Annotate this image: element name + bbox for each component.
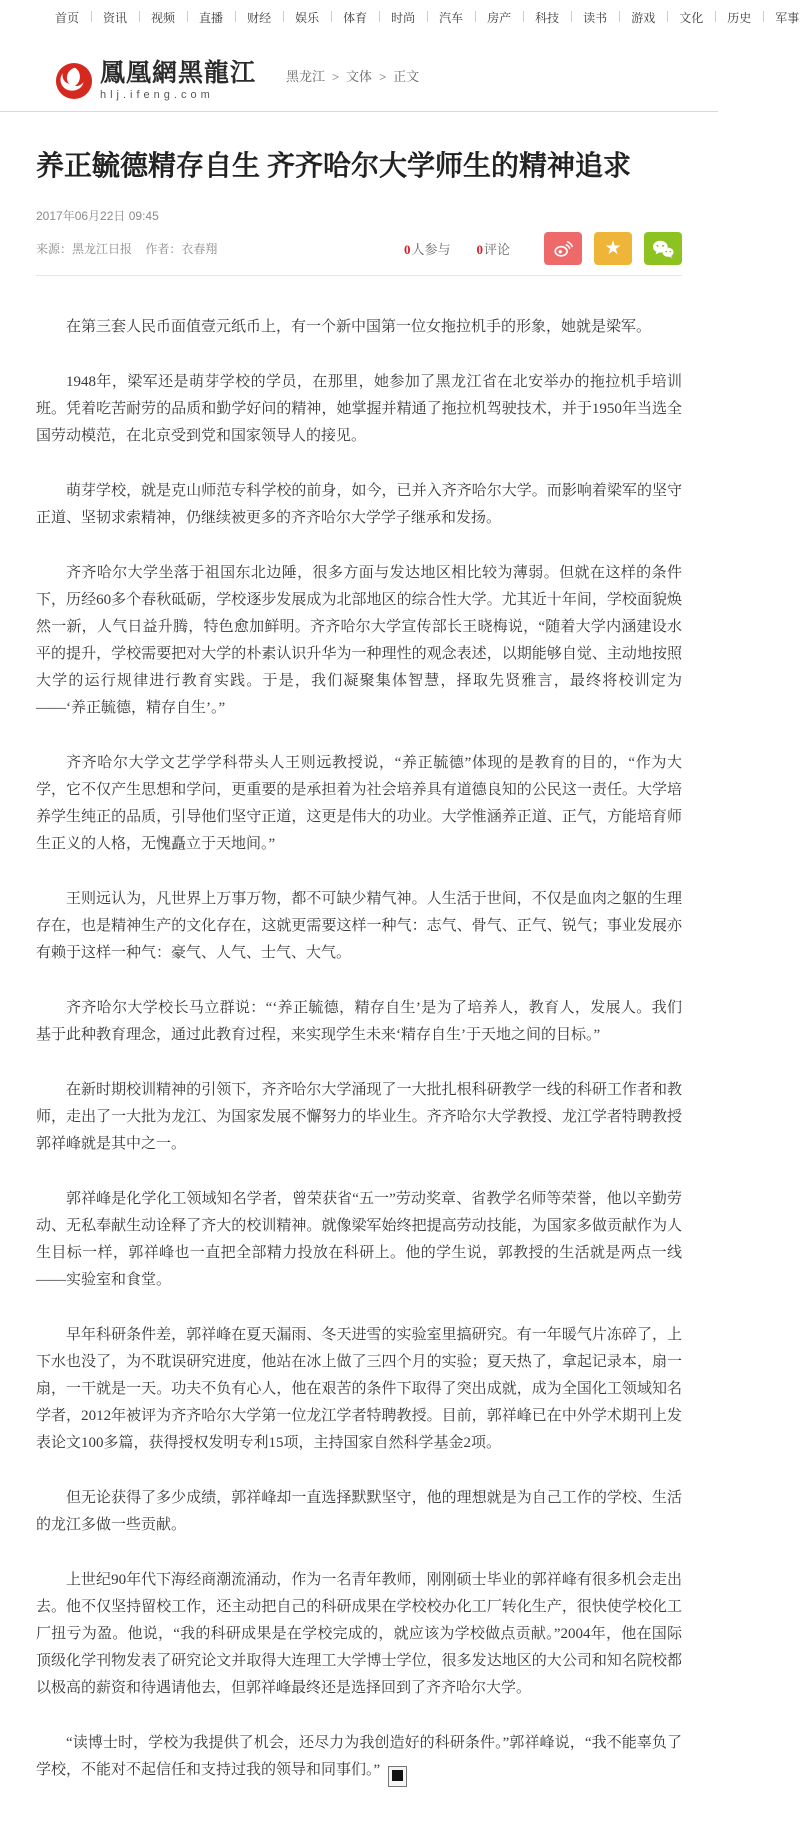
share-buttons: [544, 232, 682, 265]
publish-datetime: 2017年06月22日 09:45: [36, 207, 682, 224]
nav-item-entertainment[interactable]: 娱乐: [283, 9, 331, 26]
comments-count: 0: [476, 242, 483, 257]
logo-text: [100, 60, 256, 101]
author-label: 作者：: [145, 242, 181, 256]
nav-item-tech[interactable]: 科技: [523, 9, 571, 26]
paragraph: 齐齐哈尔大学坐落于祖国东北边陲，很多方面与发达地区相比较为薄弱。但就在这样的条件下，历经60多个春秋砥砺，学校逐步发展成为北部地区的综合性大学。尤其近十年间，学校面貌焕然一新，人气日益升腾，特色愈加鲜明。齐齐哈尔大学宣传部长王晓梅说，“随着大学内涵建设水平的提升，学校需要把对大学的朴素认识升华为一种理性的观念表述，以期能够自觉、主动地按照大学的运行规律进行教育实践。于是，我们凝聚集体智慧，择取先贤雅言，最终将校训定为——‘养正毓德，精存自生’。”: [36, 560, 682, 722]
nav-item-house[interactable]: 房产: [475, 9, 523, 26]
paragraph-text: “读博士时，学校为我提供了机会，还尽力为我创造好的科研条件。”郭祥峰说，“我不能辜负了学校，不能对不起信任和支持过我的领导和同事们。”: [36, 1735, 682, 1778]
paragraph-last: [36, 1730, 682, 1787]
star-icon: ★: [604, 239, 621, 258]
article-body: [36, 314, 682, 1825]
logo-title: 鳳凰網黑龍江: [100, 60, 256, 88]
nav-item-news[interactable]: 资讯: [91, 9, 139, 26]
nav-item-home[interactable]: 首页: [55, 9, 91, 26]
logo-domain: hlj.ifeng.com: [100, 89, 256, 101]
nav-item-games[interactable]: 游戏: [619, 9, 667, 26]
author-name: 衣春翔: [181, 242, 217, 256]
source-line: [36, 240, 217, 257]
source-name: 黑龙江日报: [72, 242, 132, 256]
paragraph: 1948年，梁军还是萌芽学校的学员，在那里，她参加了黑龙江省在北安举办的拖拉机手培训班。凭着吃苦耐劳的品质和勤学好问的精神，她掌握并精通了拖拉机驾驶技术，并于1950年当选全国劳动模范，在北京受到党和国家领导人的接见。: [36, 369, 682, 450]
breadcrumb: [286, 66, 419, 85]
page-title: 养正毓德精存自生 齐齐哈尔大学师生的精神追求: [36, 148, 682, 186]
nav-item-fashion[interactable]: 时尚: [379, 9, 427, 26]
paragraph: 郭祥峰是化学化工领域知名学者，曾荣获省“五一”劳动奖章、省教学名师等荣誉，他以辛勤劳动、无私奉献生动诠释了齐大的校训精神。就像梁军始终把提高劳动技能，为国家多做贡献作为人生目标一样，郭祥峰也一直把全部精力投放在科研上。他的学生说，郭教授的生活就是两点一线——实验室和食堂。: [36, 1186, 682, 1294]
broken-image-icon: [388, 1766, 407, 1787]
article: [0, 148, 718, 1825]
comments-label: 评论: [484, 242, 510, 257]
paragraph: 萌芽学校，就是克山师范专科学校的前身，如今，已并入齐齐哈尔大学。而影响着梁军的坚守正道、坚韧求索精神，仍继续被更多的齐齐哈尔大学学子继承和发扬。: [36, 478, 682, 532]
paragraph: 在新时期校训精神的引领下，齐齐哈尔大学涌现了一大批扎根科研教学一线的科研工作者和教师，走出了一大批为龙江、为国家发展不懈努力的毕业生。齐齐哈尔大学教授、龙江学者特聘教授郭祥峰就是其中之一。: [36, 1077, 682, 1158]
breadcrumb-separator: >: [372, 70, 393, 84]
site-header: [0, 40, 718, 112]
participants-counter[interactable]: [404, 239, 451, 258]
paragraph: 王则远认为，凡世界上万事万物，都不可缺少精气神。人生活于世间，不仅是血肉之躯的生理存在，也是精神生产的文化存在，这就更需要这样一种气：志气、骨气、正气、锐气；事业发展亦有赖于这样一种气：豪气、人气、士气、大气。: [36, 886, 682, 967]
weibo-icon: [552, 238, 574, 260]
wechat-share-button[interactable]: [644, 232, 682, 265]
source-label: 来源：: [36, 242, 72, 256]
site-logo[interactable]: [55, 60, 256, 101]
paragraph: 但无论获得了多少成绩，郭祥峰却一直选择默默坚守，他的理想就是为自己工作的学校、生活的龙江多做一些贡献。: [36, 1485, 682, 1539]
favorite-share-button[interactable]: [594, 232, 632, 265]
comments-counter[interactable]: [476, 239, 510, 258]
phoenix-logo-icon: [55, 62, 93, 100]
nav-item-finance[interactable]: 财经: [235, 9, 283, 26]
article-meta-row: [36, 232, 682, 276]
comment-counters: [404, 239, 510, 258]
nav-item-culture[interactable]: 文化: [667, 9, 715, 26]
breadcrumb-section[interactable]: 文体: [346, 69, 372, 84]
nav-item-video[interactable]: 视频: [139, 9, 187, 26]
weibo-share-button[interactable]: [544, 232, 582, 265]
nav-item-history[interactable]: 历史: [715, 9, 763, 26]
participants-label: 人参与: [411, 242, 450, 257]
wechat-icon: [651, 238, 675, 260]
nav-item-books[interactable]: 读书: [571, 9, 619, 26]
paragraph: 上世纪90年代下海经商潮流涌动，作为一名青年教师，刚刚硕士毕业的郭祥峰有很多机会走出去。他不仅坚持留校工作，还主动把自己的科研成果在学校校办化工厂转化生产，很快使学校化工厂扭亏为盈。他说，“我的科研成果是在学校完成的，就应该为学校做点贡献。”2004年，他在国际顶级化学刊物发表了研究论文并取得大连理工大学博士学位，很多发达地区的大公司和知名院校都以极高的薪资和待遇请他去，但郭祥峰最终还是选择回到了齐齐哈尔大学。: [36, 1567, 682, 1702]
breadcrumb-region[interactable]: 黑龙江: [286, 69, 325, 84]
breadcrumb-current: 正文: [393, 69, 419, 84]
top-nav: [0, 0, 718, 26]
nav-item-sports[interactable]: 体育: [331, 9, 379, 26]
paragraph: 在第三套人民币面值壹元纸币上，有一个新中国第一位女拖拉机手的形象，她就是梁军。: [36, 314, 682, 341]
paragraph: 早年科研条件差，郭祥峰在夏天漏雨、冬天进雪的实验室里搞研究。有一年暖气片冻碎了，上下水也没了，为不耽误研究进度，他站在冰上做了三四个月的实验；夏天热了，拿起记录本，扇一扇，一干就是一天。功夫不负有心人，他在艰苦的条件下取得了突出成就，成为全国化工领域知名学者，2012年被评为齐齐哈尔大学第一位龙江学者特聘教授。目前，郭祥峰已在中外学术期刊上发表论文100多篇，获得授权发明专利15项，主持国家自然科学基金2项。: [36, 1322, 682, 1457]
paragraph: 齐齐哈尔大学校长马立群说：“‘养正毓德，精存自生’是为了培养人，教育人，发展人。我们基于此种教育理念，通过此教育过程，来实现学生未来‘精存自生’于天地之间的目标。”: [36, 995, 682, 1049]
nav-item-live[interactable]: 直播: [187, 9, 235, 26]
nav-item-military[interactable]: 军事: [763, 9, 811, 26]
nav-item-auto[interactable]: 汽车: [427, 9, 475, 26]
breadcrumb-separator: >: [325, 70, 346, 84]
paragraph: 齐齐哈尔大学文艺学学科带头人王则远教授说，“养正毓德”体现的是教育的目的，“作为大学，它不仅产生思想和学问，更重要的是承担着为社会培养具有道德良知的公民这一责任。大学培养学生纯正的品质，引导他们坚守正道，这更是伟大的功业。大学惟涵养正道、正气，方能培育师生正义的人格，无愧矗立于天地间。”: [36, 750, 682, 858]
participants-count: 0: [404, 242, 411, 257]
